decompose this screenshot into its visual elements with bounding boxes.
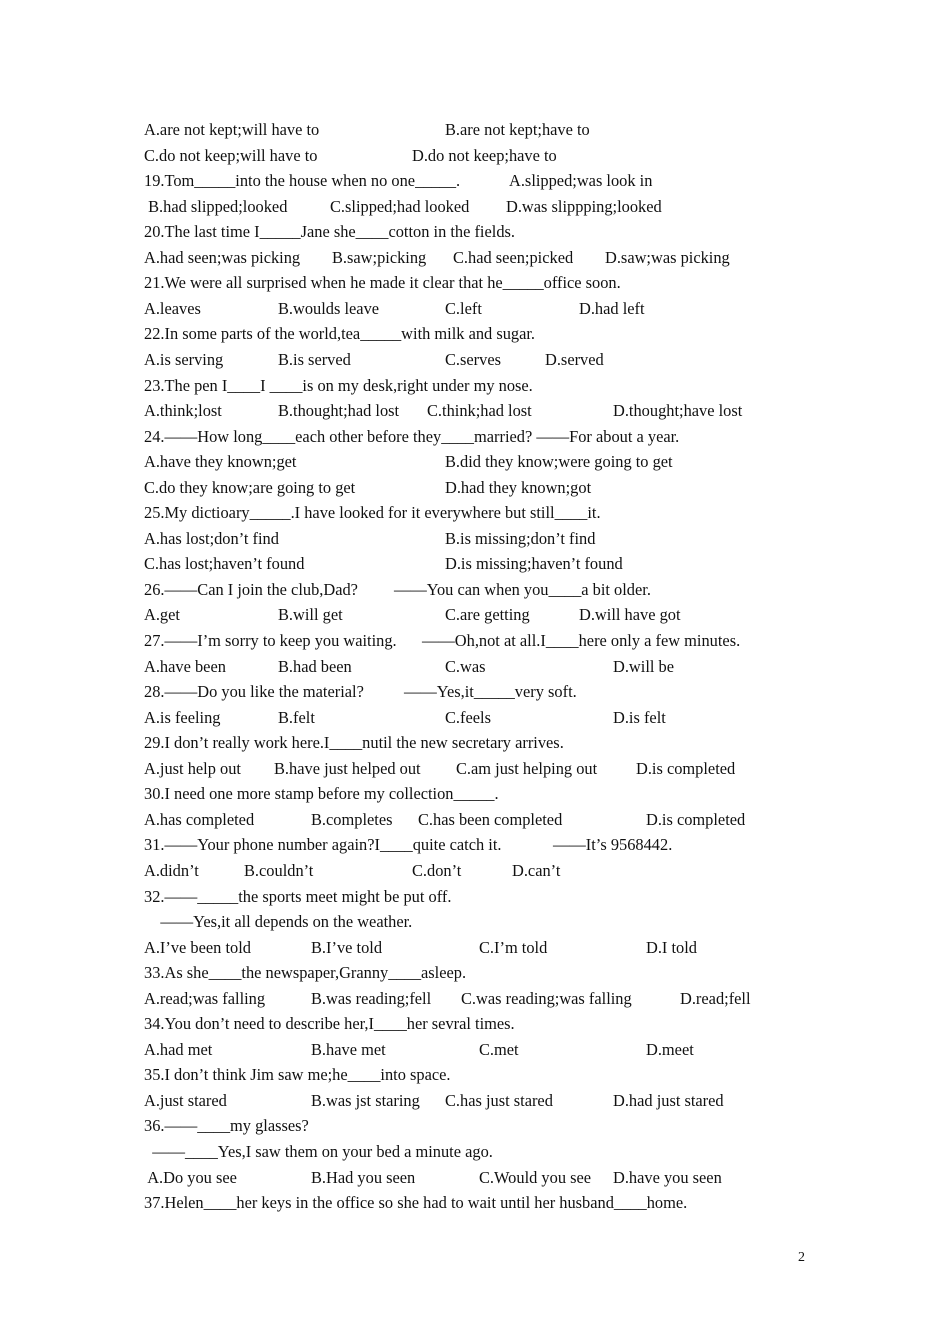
text-line (144, 628, 824, 654)
text-segment: A.just stared (144, 1090, 227, 1110)
text-segment: A.had met (144, 1039, 213, 1059)
text-line (144, 373, 824, 399)
text-segment: 24.——How long____each other before they____married? ——For about a year. (144, 426, 680, 446)
text-segment: C.am just helping out (456, 758, 598, 778)
text-line (144, 1113, 824, 1139)
text-segment: ——Yes,it all depends on the weather. (144, 912, 413, 932)
text-segment: C.think;had lost (427, 401, 532, 421)
text-line (144, 168, 824, 194)
text-segment: C.met (479, 1039, 519, 1059)
text-segment: A.think;lost (144, 401, 222, 421)
text-segment: D.I told (646, 937, 697, 957)
text-segment: A.get (144, 605, 180, 625)
text-segment: 20.The last time I_____Jane she____cotton in the fields. (144, 222, 515, 242)
text-line (144, 1037, 824, 1063)
text-line (144, 730, 824, 756)
text-segment: ——Oh,not at all.I____here only a few minutes. (422, 631, 741, 650)
text-line (144, 500, 824, 526)
text-line (144, 551, 824, 577)
text-segment: B.will get (278, 605, 343, 625)
text-segment: A.has lost;don’t find (144, 528, 279, 548)
text-segment: A.read;was falling (144, 988, 266, 1008)
text-line (144, 909, 824, 935)
text-line (144, 1062, 824, 1088)
text-line (144, 194, 824, 220)
text-segment: D.had just stared (613, 1090, 724, 1110)
text-segment: B.is served (278, 349, 351, 369)
text-segment: B.have met (311, 1039, 386, 1059)
text-segment: A.has completed (144, 809, 255, 829)
text-segment: B.saw;picking (332, 247, 427, 267)
text-segment: D.is completed (636, 758, 736, 778)
text-segment: B.was reading;fell (311, 988, 432, 1008)
text-line (144, 986, 824, 1012)
text-line (144, 143, 824, 169)
text-segment: B.completes (311, 809, 393, 829)
text-segment: C.left (445, 298, 482, 318)
text-segment: B.Had you seen (311, 1167, 416, 1187)
text-segment: A.have they known;get (144, 452, 297, 472)
text-segment: C.do not keep;will have to (144, 145, 318, 165)
text-segment: ——It’s 9568442. (553, 835, 673, 855)
text-segment: 37.Helen____her keys in the office so she had to wait until her husband____home. (144, 1193, 688, 1213)
text-segment: 25.My dictioary_____.I have looked for it everywhere but still____it. (144, 503, 601, 523)
text-line (144, 347, 824, 373)
text-segment: A.just help out (144, 758, 241, 778)
text-line (144, 424, 824, 450)
text-segment: B.had slipped;looked (144, 196, 288, 216)
text-segment: A.have been (144, 656, 226, 676)
text-segment: B.felt (278, 707, 315, 727)
text-segment: B.is missing;don’t find (445, 528, 596, 548)
text-segment: 31.——Your phone number again?I____quite catch it. (144, 835, 502, 855)
text-segment: A.is serving (144, 349, 224, 369)
text-segment: D.is missing;haven’t found (445, 554, 623, 574)
text-line (144, 1139, 824, 1165)
text-segment: B.did they know;were going to get (445, 452, 673, 472)
text-segment: B.are not kept;have to (445, 120, 590, 139)
text-segment: B.I’ve told (311, 937, 383, 957)
text-line (144, 117, 824, 143)
text-segment: A.is feeling (144, 707, 221, 727)
text-line (144, 832, 824, 858)
text-segment: C.had seen;picked (453, 247, 574, 267)
text-segment: A.leaves (144, 298, 201, 318)
text-segment: D.thought;have lost (613, 401, 743, 421)
text-segment: 29.I don’t really work here.I____nutil the new secretary arrives. (144, 733, 564, 753)
text-line (144, 1011, 824, 1037)
text-segment: 36.——____my glasses? (144, 1116, 309, 1136)
text-segment: B.was jst staring (311, 1090, 420, 1110)
text-line (144, 756, 824, 782)
text-segment: D.is completed (646, 809, 746, 829)
text-segment: C.Would you see (479, 1167, 592, 1187)
text-line (144, 1190, 824, 1216)
text-segment: C.has just stared (445, 1090, 553, 1110)
text-line (144, 475, 824, 501)
text-segment: C.do they know;are going to get (144, 477, 356, 497)
text-segment: A.I’ve been told (144, 937, 251, 957)
text-segment: ——____Yes,I saw them on your bed a minute ago. (144, 1142, 493, 1161)
text-segment: 19.Tom_____into the house when no one_____. (144, 171, 461, 191)
text-segment: C.don’t (412, 860, 462, 880)
text-segment: A.didn’t (144, 860, 199, 880)
text-segment: 27.——I’m sorry to keep you waiting. (144, 631, 397, 650)
text-line (144, 654, 824, 680)
text-line (144, 1088, 824, 1114)
text-segment: ——You can when you____a bit older. (394, 579, 651, 599)
text-segment: B.couldn’t (244, 860, 314, 880)
text-segment: B.thought;had lost (278, 401, 400, 421)
text-segment: 34.You don’t need to describe her,I____her sevral times. (144, 1014, 515, 1034)
text-line (144, 705, 824, 731)
text-segment: 32.——_____the sports meet might be put off. (144, 886, 452, 906)
text-line (144, 270, 824, 296)
text-segment: D.have you seen (613, 1167, 722, 1187)
text-line (144, 219, 824, 245)
text-line (144, 526, 824, 552)
text-segment: 30.I need one more stamp before my collection_____. (144, 784, 499, 804)
text-segment: C.slipped;had looked (330, 196, 470, 216)
text-segment: A.are not kept;will have to (144, 120, 320, 139)
text-segment: D.meet (646, 1039, 694, 1059)
text-segment: 28.——Do you like the material? (144, 682, 364, 702)
text-segment: D.will be (613, 656, 675, 676)
text-segment: 26.——Can I join the club,Dad? (144, 579, 358, 599)
text-line (144, 321, 824, 347)
text-segment: B.had been (278, 656, 352, 676)
text-line (144, 1165, 824, 1191)
text-segment: A.had seen;was picking (144, 247, 301, 267)
text-segment: D.is felt (613, 707, 666, 727)
text-segment: D.served (545, 349, 604, 369)
text-segment: C.has lost;haven’t found (144, 554, 305, 574)
text-line (144, 807, 824, 833)
text-segment: D.had they known;got (445, 477, 592, 497)
text-segment: C.feels (445, 707, 491, 727)
text-segment: D.was slippping;looked (506, 196, 662, 216)
text-segment: C.has been completed (418, 809, 563, 829)
text-segment: D.do not keep;have to (412, 145, 557, 165)
text-segment: C.serves (445, 349, 501, 369)
text-line (144, 679, 824, 705)
text-segment: D.had left (579, 298, 645, 318)
page-number: 2 (798, 1250, 805, 1265)
text-line (144, 296, 824, 322)
text-segment: 22.In some parts of the world,tea_____with milk and sugar. (144, 324, 536, 344)
text-segment: C.was (445, 656, 486, 676)
text-segment: 21.We were all surprised when he made it clear that he_____office soon. (144, 273, 621, 293)
text-line (144, 781, 824, 807)
text-line (144, 884, 824, 910)
text-line (144, 449, 824, 475)
text-segment: ——Yes,it_____very soft. (404, 682, 577, 702)
text-segment: 35.I don’t think Jim saw me;he____into space. (144, 1065, 451, 1085)
text-line (144, 602, 824, 628)
text-line (144, 960, 824, 986)
text-segment: C.I’m told (479, 937, 548, 957)
text-line (144, 577, 824, 603)
text-segment: D.will have got (579, 605, 681, 625)
text-segment: D.saw;was picking (605, 247, 730, 267)
text-segment: C.was reading;was falling (461, 988, 632, 1008)
text-segment: B.woulds leave (278, 298, 380, 318)
text-line (144, 935, 824, 961)
text-segment: D.read;fell (680, 988, 751, 1008)
text-segment: A.Do you see (144, 1167, 237, 1187)
text-segment: 33.As she____the newspaper,Granny____asleep. (144, 963, 467, 983)
text-segment: D.can’t (512, 860, 561, 880)
text-line (144, 858, 824, 884)
text-segment: 23.The pen I____I ____is on my desk,right under my nose. (144, 375, 533, 395)
text-segment: A.slipped;was look in (509, 171, 653, 191)
text-segment: B.have just helped out (274, 758, 421, 778)
text-line (144, 245, 824, 271)
text-line (144, 398, 824, 424)
text-segment: C.are getting (445, 605, 530, 625)
